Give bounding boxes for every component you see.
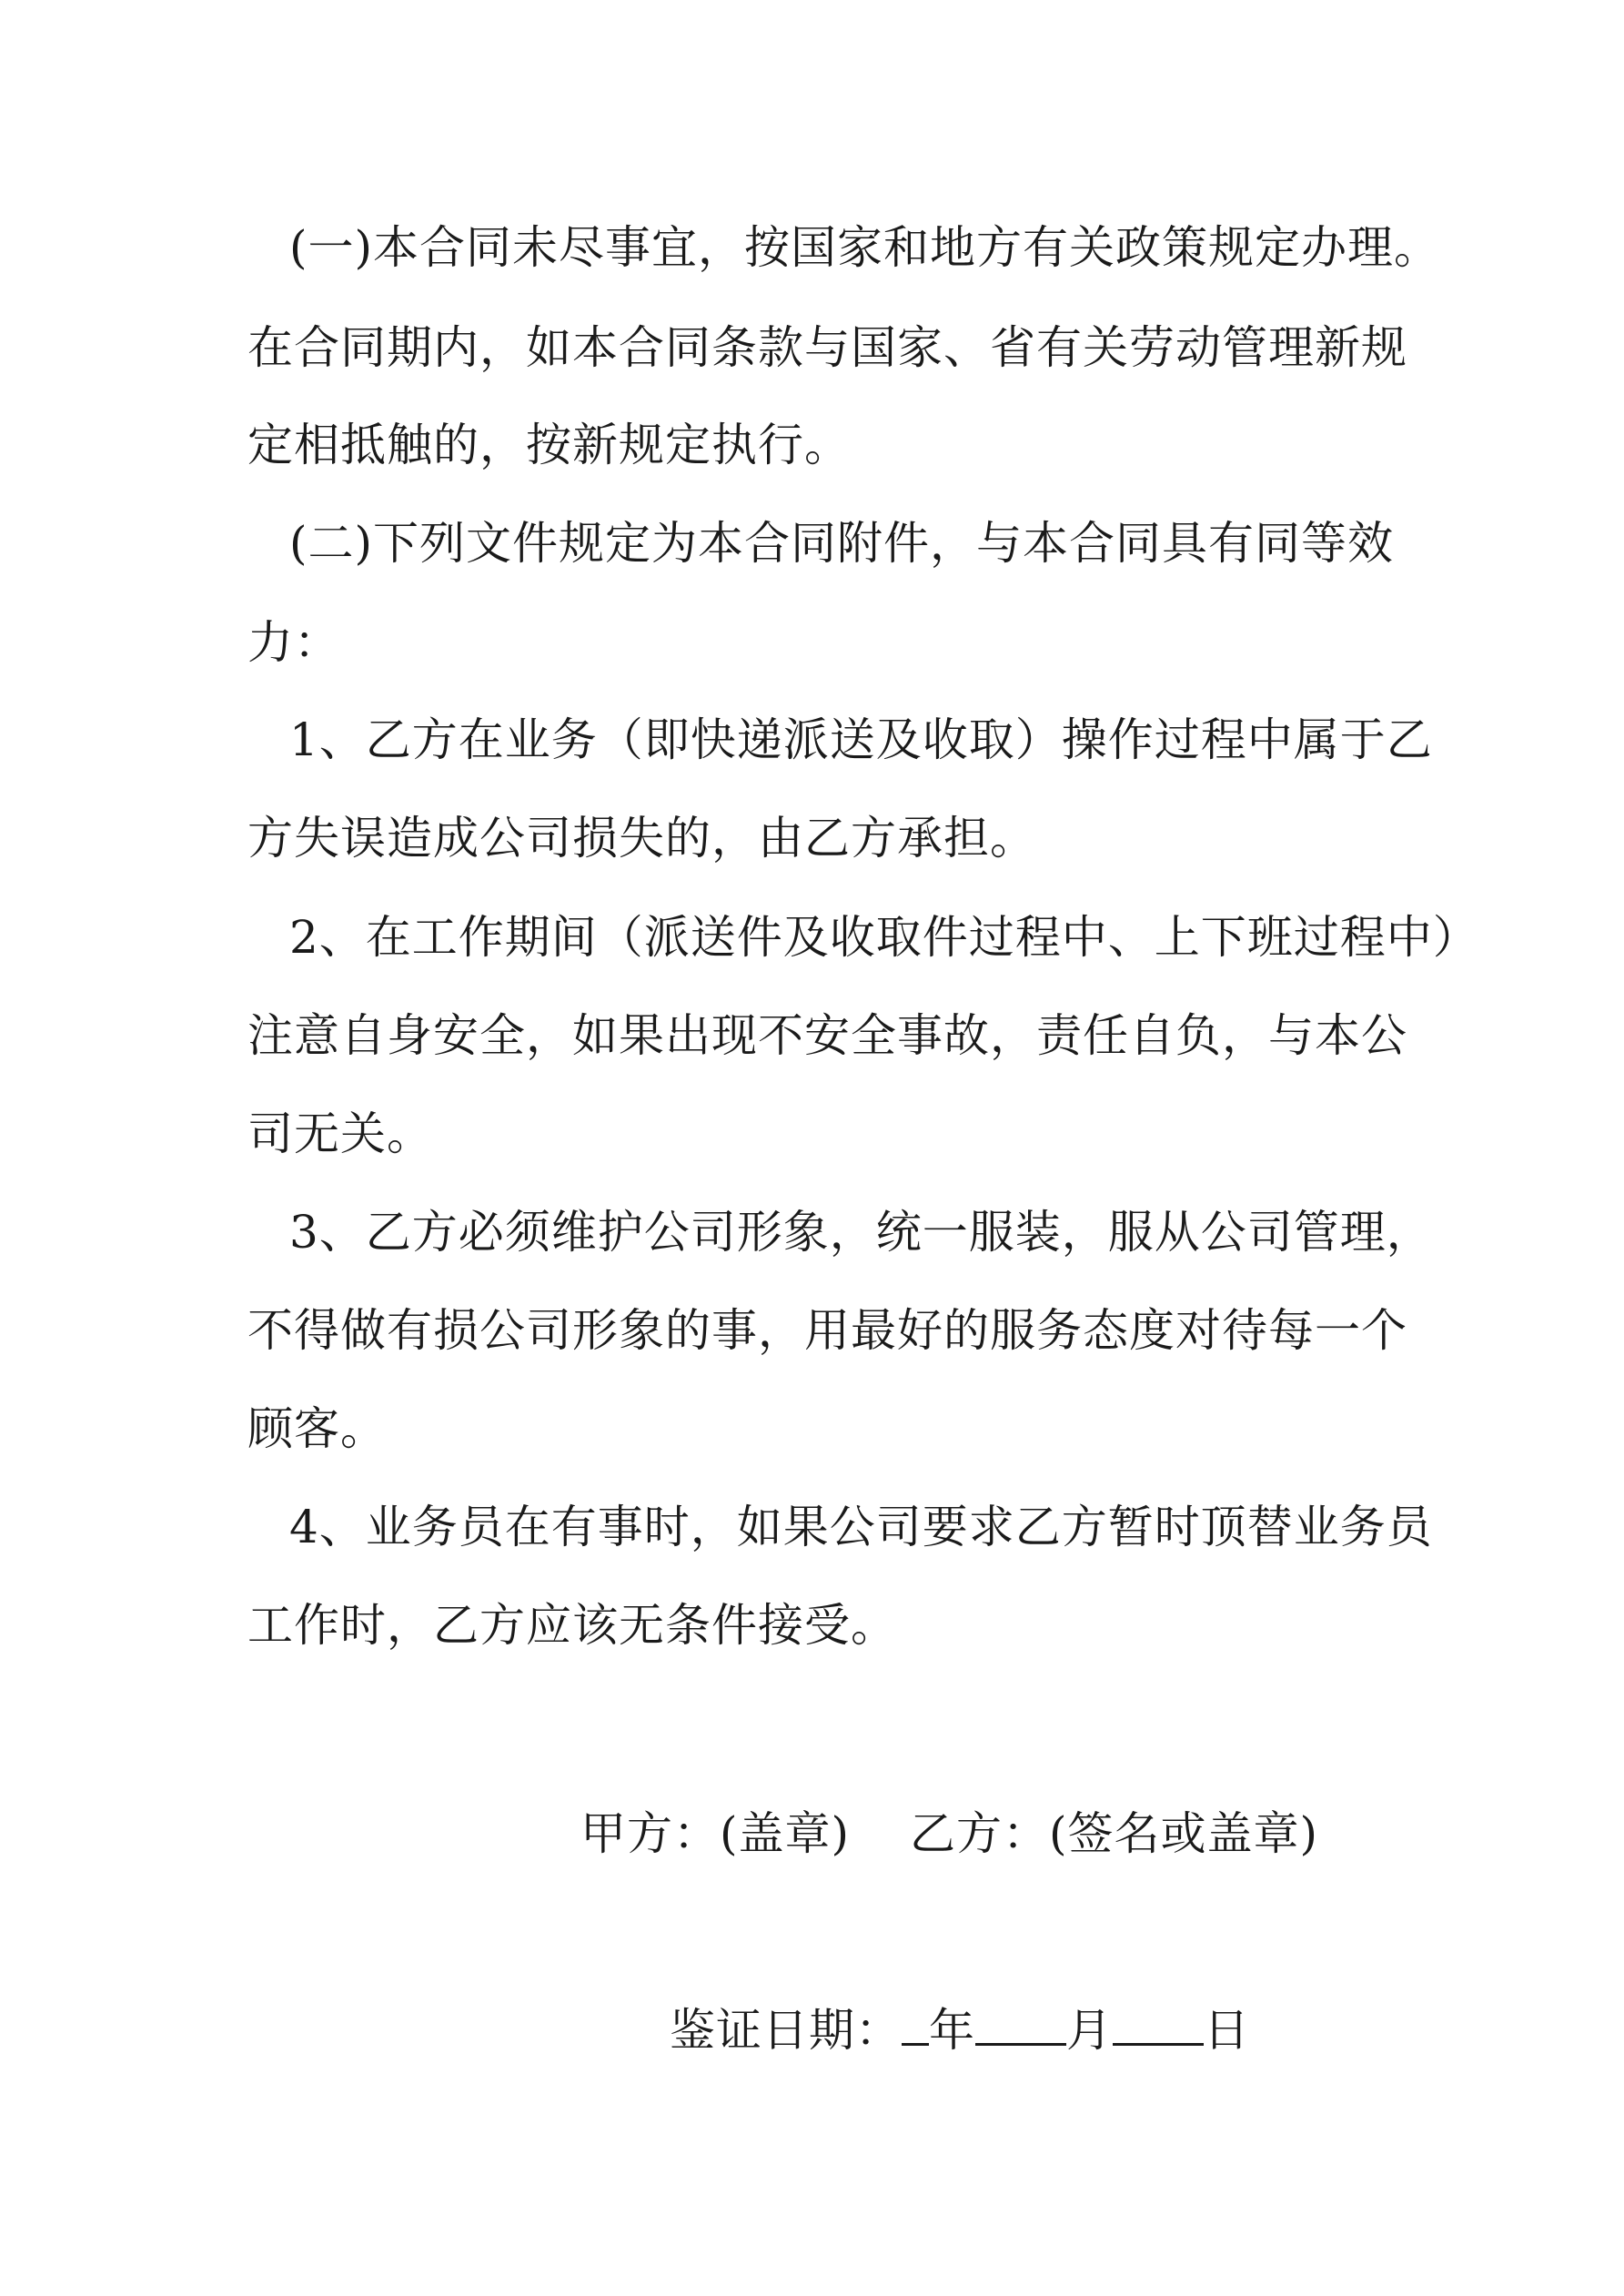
day-blank	[1113, 2001, 1204, 2046]
item-1-line-2: 方失误造成公司损失的，由乙方承担。	[247, 812, 1036, 865]
year-blank	[902, 2001, 929, 2046]
item-3-line-1: 3、乙方必须维护公司形象，统一服装，服从公司管理，	[289, 1206, 1433, 1259]
month-blank	[975, 2001, 1066, 2046]
date-label: 鉴证日期：	[670, 2004, 902, 2057]
year-label: 年	[929, 2004, 975, 2057]
item-2-line-1: 2、在工作期间（派送件及收取件过程中、上下班过程中）	[289, 911, 1479, 964]
clause-1-line-2: 在合同期内，如本合同条款与国家、省有关劳动管理新规	[247, 321, 1407, 374]
item-2-line-3: 司无关。	[247, 1108, 433, 1160]
clause-1-line-1: (一)本合同未尽事宜，按国家和地方有关政策规定办理。	[289, 221, 1441, 274]
item-2-line-2: 注意自身安全，如果出现不安全事故，责任自负，与本公	[247, 1009, 1407, 1062]
verification-date	[670, 2001, 1250, 2058]
item-4-line-2: 工作时，乙方应该无条件接受。	[247, 1599, 897, 1652]
clause-2-line-2: 力：	[247, 616, 340, 669]
day-label: 日	[1204, 2004, 1250, 2057]
clause-1-line-3: 定相抵触的，按新规定执行。	[247, 419, 851, 471]
item-3-line-2: 不得做有损公司形象的事，用最好的服务态度对待每一个	[247, 1304, 1407, 1357]
month-label: 月	[1066, 2004, 1113, 2057]
item-4-line-1: 4、业务员在有事时，如果公司要求乙方暂时顶替业务员	[289, 1501, 1433, 1553]
item-1-line-1: 1、乙方在业务（即快递派送及收取）操作过程中属于乙	[289, 713, 1433, 766]
party-a-signature: 甲方：(盖章)	[580, 1807, 851, 1860]
clause-2-line-1: (二)下列文件规定为本合同附件，与本合同具有同等效	[289, 517, 1395, 570]
party-b-signature: 乙方：(签名或盖章)	[910, 1807, 1319, 1860]
item-3-line-3: 顾客。	[247, 1402, 387, 1455]
